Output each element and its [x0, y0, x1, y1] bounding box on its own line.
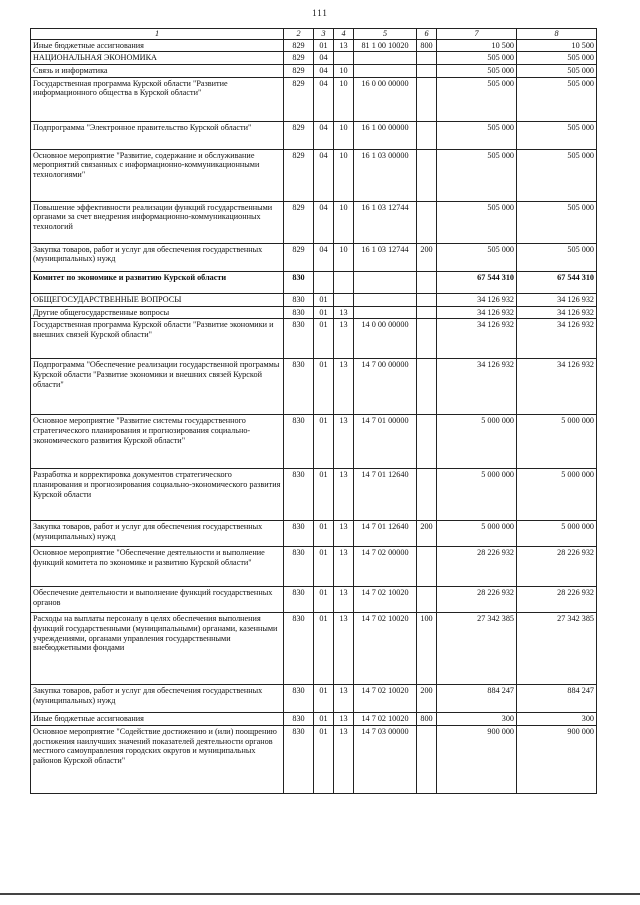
column-number-row	[31, 29, 597, 40]
table-row	[31, 587, 597, 613]
row-subsection: 13	[334, 613, 354, 685]
row-name: Обеспечение деятельности и выполнение функций государственных органов	[31, 587, 284, 613]
row-sum-2: 505 000	[517, 243, 597, 271]
row-section: 01	[314, 726, 334, 794]
row-grbs: 830	[284, 726, 314, 794]
row-section: 01	[314, 685, 334, 713]
row-grbs: 830	[284, 685, 314, 713]
row-subsection: 13	[334, 521, 354, 547]
col-header-grbs: 2	[284, 29, 314, 40]
row-grbs: 830	[284, 521, 314, 547]
row-sum-1: 300	[437, 713, 517, 726]
row-expense-type	[417, 587, 437, 613]
row-section: 01	[314, 306, 334, 319]
row-name: Комитет по экономике и развитию Курской области	[31, 271, 284, 293]
table-row	[31, 306, 597, 319]
row-sum-2: 884 247	[517, 685, 597, 713]
row-subsection: 10	[334, 77, 354, 121]
row-sum-1: 505 000	[437, 201, 517, 243]
row-grbs: 829	[284, 149, 314, 201]
row-name: Подпрограмма "Обеспечение реализации государственной программы Курской области "Развитие экономики и внешних связей Курской области"	[31, 359, 284, 415]
row-subsection: 10	[334, 65, 354, 78]
row-sum-2: 28 226 932	[517, 547, 597, 587]
row-sum-2: 505 000	[517, 52, 597, 65]
table-row	[31, 65, 597, 78]
row-grbs: 830	[284, 319, 314, 359]
row-target-article	[354, 293, 417, 306]
row-sum-2: 34 126 932	[517, 293, 597, 306]
row-expense-type: 800	[417, 39, 437, 52]
row-sum-1: 505 000	[437, 77, 517, 121]
table-row	[31, 521, 597, 547]
row-expense-type: 800	[417, 713, 437, 726]
row-sum-2: 28 226 932	[517, 587, 597, 613]
table-row	[31, 293, 597, 306]
row-subsection: 13	[334, 713, 354, 726]
table-row	[31, 547, 597, 587]
row-expense-type	[417, 726, 437, 794]
row-expense-type	[417, 149, 437, 201]
row-target-article: 14 7 02 10020	[354, 587, 417, 613]
row-target-article	[354, 306, 417, 319]
row-name: Основное мероприятие "Содействие достижению и (или) поощрению достижения наилучших значений показателей деятельности органов местного самоуправления городских округов и муниципальных районов Курской области"	[31, 726, 284, 794]
row-section: 01	[314, 39, 334, 52]
row-sum-2: 34 126 932	[517, 359, 597, 415]
row-name: Основное мероприятие "Обеспечение деятельности и выполнение функций комитета по экономике и развитию Курской области"	[31, 547, 284, 587]
row-sum-2: 505 000	[517, 201, 597, 243]
row-target-article: 16 1 03 00000	[354, 149, 417, 201]
row-expense-type	[417, 306, 437, 319]
row-subsection	[334, 52, 354, 65]
row-section: 04	[314, 65, 334, 78]
row-expense-type: 200	[417, 521, 437, 547]
row-sum-2: 5 000 000	[517, 469, 597, 521]
table-row	[31, 713, 597, 726]
row-subsection: 13	[334, 319, 354, 359]
row-sum-2: 5 000 000	[517, 415, 597, 469]
row-expense-type	[417, 201, 437, 243]
row-target-article	[354, 65, 417, 78]
row-sum-2: 34 126 932	[517, 319, 597, 359]
row-sum-2: 34 126 932	[517, 306, 597, 319]
col-header-csr: 5	[354, 29, 417, 40]
row-expense-type	[417, 319, 437, 359]
row-expense-type	[417, 65, 437, 78]
row-sum-1: 505 000	[437, 243, 517, 271]
row-section: 04	[314, 201, 334, 243]
row-name: Иные бюджетные ассигнования	[31, 713, 284, 726]
table-row	[31, 52, 597, 65]
row-target-article: 14 7 02 00000	[354, 547, 417, 587]
row-sum-1: 28 226 932	[437, 547, 517, 587]
row-target-article	[354, 271, 417, 293]
page-number: 111	[312, 8, 328, 18]
col-header-rz: 3	[314, 29, 334, 40]
row-section: 04	[314, 149, 334, 201]
table-row	[31, 149, 597, 201]
row-grbs: 829	[284, 121, 314, 149]
row-section: 01	[314, 293, 334, 306]
row-target-article: 14 7 01 12640	[354, 469, 417, 521]
row-expense-type	[417, 293, 437, 306]
row-section: 01	[314, 613, 334, 685]
row-subsection	[334, 271, 354, 293]
row-target-article: 16 1 03 12744	[354, 201, 417, 243]
table-row	[31, 201, 597, 243]
row-expense-type	[417, 52, 437, 65]
col-header-vr: 6	[417, 29, 437, 40]
table-row	[31, 39, 597, 52]
row-subsection: 13	[334, 547, 354, 587]
row-target-article: 16 1 03 12744	[354, 243, 417, 271]
row-grbs: 830	[284, 469, 314, 521]
row-sum-1: 34 126 932	[437, 306, 517, 319]
table-row	[31, 271, 597, 293]
row-sum-1: 34 126 932	[437, 293, 517, 306]
row-section: 04	[314, 243, 334, 271]
row-grbs: 830	[284, 587, 314, 613]
row-name: Основное мероприятие "Развитие системы государственного стратегического планирования и прогнозирования социально-экономического развития Курской области"	[31, 415, 284, 469]
row-grbs: 830	[284, 613, 314, 685]
row-subsection: 13	[334, 469, 354, 521]
row-expense-type	[417, 547, 437, 587]
row-section: 01	[314, 547, 334, 587]
row-target-article: 14 7 01 12640	[354, 521, 417, 547]
budget-table	[30, 28, 597, 794]
row-name: Основное мероприятие "Развитие, содержание и обслуживание мероприятий связанных с информационно-коммуникационными технологиями"	[31, 149, 284, 201]
row-grbs: 830	[284, 306, 314, 319]
row-expense-type	[417, 415, 437, 469]
row-name: Расходы на выплаты персоналу в целях обеспечения выполнения функций государственными (муниципальными) органами, казенными учреждениями, органами управления государственными внебюджетными фондами	[31, 613, 284, 685]
col-header-sum-2: 8	[517, 29, 597, 40]
row-target-article: 14 7 02 10020	[354, 613, 417, 685]
row-expense-type	[417, 271, 437, 293]
row-name: ОБЩЕГОСУДАРСТВЕННЫЕ ВОПРОСЫ	[31, 293, 284, 306]
table-row	[31, 726, 597, 794]
table-row	[31, 359, 597, 415]
row-name: Государственная программа Курской области "Развитие информационного общества в Курской области"	[31, 77, 284, 121]
row-target-article: 16 0 00 00000	[354, 77, 417, 121]
row-grbs: 830	[284, 547, 314, 587]
row-sum-1: 5 000 000	[437, 415, 517, 469]
row-section: 01	[314, 319, 334, 359]
row-target-article: 16 1 00 00000	[354, 121, 417, 149]
row-subsection: 13	[334, 685, 354, 713]
row-subsection: 13	[334, 39, 354, 52]
col-header-name: 1	[31, 29, 284, 40]
row-target-article: 14 0 00 00000	[354, 319, 417, 359]
row-name: Подпрограмма "Электронное правительство Курской области"	[31, 121, 284, 149]
row-sum-1: 505 000	[437, 65, 517, 78]
row-grbs: 829	[284, 201, 314, 243]
row-sum-1: 5 000 000	[437, 521, 517, 547]
row-sum-1: 900 000	[437, 726, 517, 794]
row-grbs: 829	[284, 243, 314, 271]
scan-bottom-edge	[0, 893, 640, 895]
row-sum-1: 884 247	[437, 685, 517, 713]
row-subsection: 13	[334, 726, 354, 794]
row-subsection: 10	[334, 201, 354, 243]
row-sum-1: 505 000	[437, 149, 517, 201]
row-subsection: 10	[334, 243, 354, 271]
table-row	[31, 77, 597, 121]
row-target-article: 14 7 00 00000	[354, 359, 417, 415]
row-target-article: 14 7 03 00000	[354, 726, 417, 794]
row-expense-type	[417, 121, 437, 149]
row-sum-2: 10 500	[517, 39, 597, 52]
row-grbs: 829	[284, 39, 314, 52]
row-target-article	[354, 52, 417, 65]
row-sum-2: 505 000	[517, 77, 597, 121]
row-sum-1: 27 342 385	[437, 613, 517, 685]
row-subsection: 10	[334, 149, 354, 201]
row-name: Повышение эффективности реализации функций государственными органами за счет внедрения информационно-коммуникационных технологий	[31, 201, 284, 243]
row-sum-2: 505 000	[517, 121, 597, 149]
row-section: 01	[314, 415, 334, 469]
row-sum-2: 505 000	[517, 149, 597, 201]
row-grbs: 830	[284, 713, 314, 726]
row-sum-1: 67 544 310	[437, 271, 517, 293]
row-name: Закупка товаров, работ и услуг для обеспечения государственных (муниципальных) нужд	[31, 243, 284, 271]
row-sum-1: 34 126 932	[437, 319, 517, 359]
row-sum-2: 67 544 310	[517, 271, 597, 293]
row-sum-1: 28 226 932	[437, 587, 517, 613]
row-sum-2: 5 000 000	[517, 521, 597, 547]
row-expense-type	[417, 359, 437, 415]
col-header-sum-1: 7	[437, 29, 517, 40]
row-name: Разработка и корректировка документов стратегического планирования и прогнозирования социально-экономического развития Курской области	[31, 469, 284, 521]
row-grbs: 830	[284, 359, 314, 415]
table-row	[31, 415, 597, 469]
row-section: 04	[314, 52, 334, 65]
row-sum-1: 5 000 000	[437, 469, 517, 521]
table-row	[31, 685, 597, 713]
row-expense-type: 200	[417, 243, 437, 271]
table-row	[31, 469, 597, 521]
row-name: НАЦИОНАЛЬНАЯ ЭКОНОМИКА	[31, 52, 284, 65]
row-name: Иные бюджетные ассигнования	[31, 39, 284, 52]
row-grbs: 830	[284, 293, 314, 306]
row-name: Другие общегосударственные вопросы	[31, 306, 284, 319]
row-target-article: 81 1 00 10020	[354, 39, 417, 52]
row-name: Закупка товаров, работ и услуг для обеспечения государственных (муниципальных) нужд	[31, 685, 284, 713]
row-section: 04	[314, 77, 334, 121]
row-sum-1: 34 126 932	[437, 359, 517, 415]
row-section: 01	[314, 713, 334, 726]
row-expense-type: 200	[417, 685, 437, 713]
row-sum-1: 505 000	[437, 52, 517, 65]
row-sum-1: 10 500	[437, 39, 517, 52]
row-sum-1: 505 000	[437, 121, 517, 149]
row-section: 01	[314, 359, 334, 415]
table-row	[31, 319, 597, 359]
row-sum-2: 900 000	[517, 726, 597, 794]
row-subsection	[334, 293, 354, 306]
row-grbs: 830	[284, 415, 314, 469]
row-section: 01	[314, 469, 334, 521]
table-row	[31, 121, 597, 149]
row-name: Закупка товаров, работ и услуг для обеспечения государственных (муниципальных) нужд	[31, 521, 284, 547]
row-grbs: 829	[284, 52, 314, 65]
row-expense-type	[417, 77, 437, 121]
row-grbs: 829	[284, 65, 314, 78]
row-subsection: 10	[334, 121, 354, 149]
row-subsection: 13	[334, 359, 354, 415]
table-row	[31, 243, 597, 271]
row-subsection: 13	[334, 306, 354, 319]
row-expense-type: 100	[417, 613, 437, 685]
row-subsection: 13	[334, 587, 354, 613]
row-target-article: 14 7 01 00000	[354, 415, 417, 469]
row-target-article: 14 7 02 10020	[354, 685, 417, 713]
row-name: Государственная программа Курской области "Развитие экономики и внешних связей Курской области"	[31, 319, 284, 359]
row-section	[314, 271, 334, 293]
row-section: 01	[314, 587, 334, 613]
row-target-article: 14 7 02 10020	[354, 713, 417, 726]
row-sum-2: 300	[517, 713, 597, 726]
row-sum-2: 27 342 385	[517, 613, 597, 685]
row-name: Связь и информатика	[31, 65, 284, 78]
row-expense-type	[417, 469, 437, 521]
row-section: 04	[314, 121, 334, 149]
row-grbs: 829	[284, 77, 314, 121]
col-header-pr: 4	[334, 29, 354, 40]
row-section: 01	[314, 521, 334, 547]
row-subsection: 13	[334, 415, 354, 469]
table-row	[31, 613, 597, 685]
row-sum-2: 505 000	[517, 65, 597, 78]
row-grbs: 830	[284, 271, 314, 293]
